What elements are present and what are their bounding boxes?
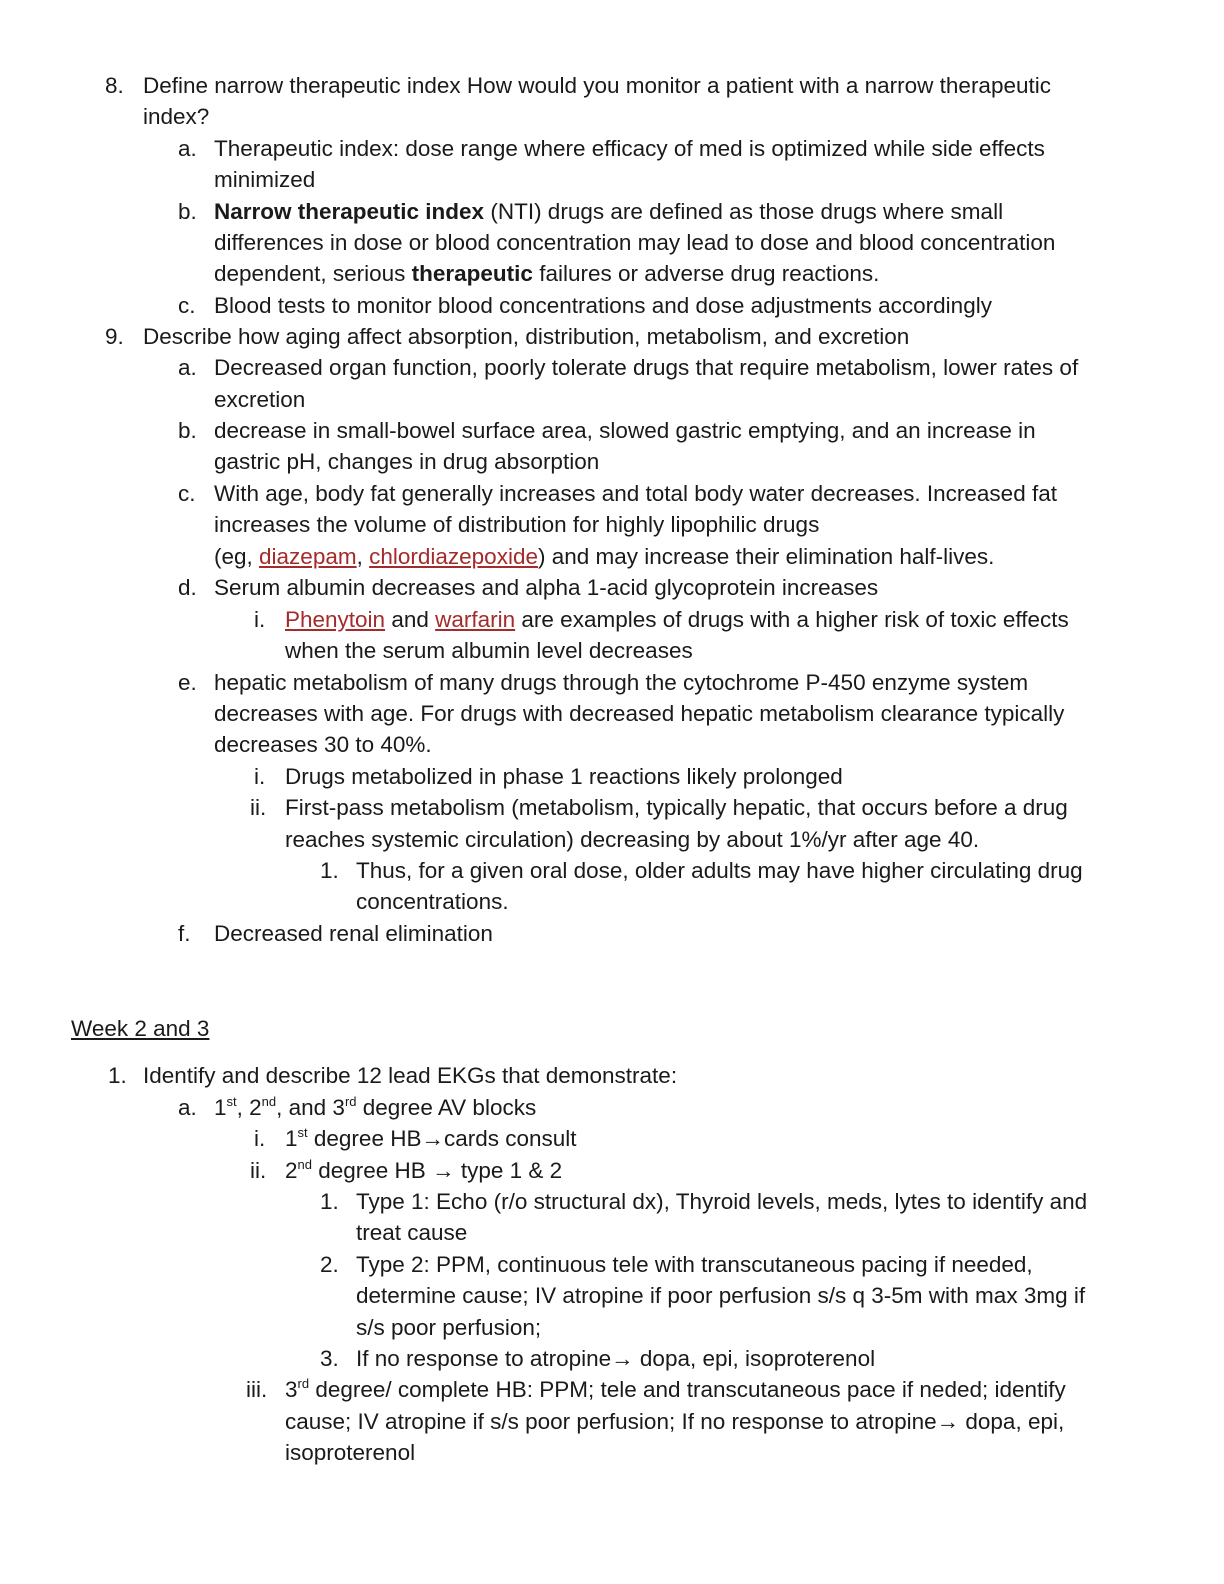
item-text-cont: dependent, serious therapeutic failures or adverse drug reactions. (214, 261, 880, 286)
item-text: Phenytoin and warfarin are examples of drugs with a higher risk of toxic effects (285, 607, 1069, 632)
item-text: 2nd degree HB → type 1 & 2 (285, 1157, 563, 1183)
list-marker: i. (254, 607, 266, 632)
list-marker: b. (178, 199, 197, 224)
list-marker: a. (178, 1095, 197, 1120)
section-heading: Week 2 and 3 (71, 1016, 210, 1041)
list-marker: b. (178, 418, 197, 443)
item-text-cont: s/s poor perfusion; (356, 1315, 542, 1340)
list-marker: c. (178, 293, 196, 318)
item-text: 1st, 2nd, and 3rd degree AV blocks (214, 1094, 537, 1120)
list-marker: 1. (108, 1063, 127, 1088)
list-marker: c. (178, 481, 196, 506)
list-marker: 8. (105, 73, 124, 98)
item-text: decrease in small-bowel surface area, slowed gastric emptying, and an increase in (214, 418, 1036, 443)
item-text: Blood tests to monitor blood concentrations and dose adjustments accordingly (214, 293, 992, 318)
arrow-right-icon: → (432, 1158, 455, 1183)
list-marker: i. (254, 764, 266, 789)
item-text-cont: decreases 30 to 40%. (214, 732, 432, 757)
item-text-cont: determine cause; IV atropine if poor perfusion s/s q 3-5m with max 3mg if (356, 1283, 1086, 1308)
link-diazepam[interactable]: diazepam (259, 544, 357, 569)
item-text: 1st degree HB→cards consult (285, 1125, 577, 1151)
list-marker: ii. (250, 795, 267, 820)
item-text: hepatic metabolism of many drugs through the cytochrome P-450 enzyme system (214, 670, 1029, 695)
item-text: First-pass metabolism (metabolism, typically hepatic, that occurs before a drug (285, 795, 1068, 820)
arrow-right-icon: → (936, 1409, 960, 1434)
item-text-cont: treat cause (356, 1220, 468, 1245)
item-text-cont: minimized (214, 167, 316, 192)
item-text-cont: reaches systemic circulation) decreasing by about 1%/yr after age 40. (285, 827, 980, 852)
list-marker: 1. (320, 1189, 339, 1214)
item-text-cont: isoproterenol (285, 1440, 416, 1465)
item-text-cont: increases the volume of distribution for highly lipophilic drugs (214, 512, 820, 537)
question-text: Define narrow therapeutic index How would you monitor a patient with a narrow therapeutic (143, 73, 1051, 98)
list-marker: 2. (320, 1252, 339, 1277)
item-text: 3rd degree/ complete HB: PPM; tele and transcutaneous pace if neded; identify (285, 1376, 1066, 1402)
item-text-cont: decreases with age. For drugs with decreased hepatic metabolism clearance typically (214, 701, 1065, 726)
arrow-right-icon: → (421, 1126, 444, 1151)
list-marker: ii. (250, 1158, 267, 1183)
item-text: Decreased renal elimination (214, 921, 493, 946)
list-marker: f. (178, 921, 191, 946)
list-marker: a. (178, 355, 197, 380)
question-text: Describe how aging affect absorption, distribution, metabolism, and excretion (143, 324, 910, 349)
question-text: Identify and describe 12 lead EKGs that demonstrate: (143, 1063, 678, 1088)
item-text: Type 1: Echo (r/o structural dx), Thyroid levels, meds, lytes to identify and (356, 1189, 1088, 1214)
bold-term: Narrow therapeutic index (214, 199, 485, 224)
link-chlordiazepoxide[interactable]: chlordiazepoxide (369, 544, 538, 569)
item-text-cont: (eg, diazepam, chlordiazepoxide) and may increase their elimination half-lives. (214, 544, 995, 569)
list-marker: 3. (320, 1346, 339, 1371)
list-marker: 1. (320, 858, 339, 883)
list-marker: e. (178, 670, 197, 695)
item-text: Decreased organ function, poorly tolerate drugs that require metabolism, lower rates of (214, 355, 1079, 380)
item-text: Serum albumin decreases and alpha 1-acid glycoprotein increases (214, 575, 879, 600)
link-phenytoin[interactable]: Phenytoin (285, 607, 386, 632)
item-text-cont: cause; IV atropine if s/s poor perfusion; If no response to atropine→ dopa, epi, (285, 1409, 1065, 1434)
list-marker: 9. (105, 324, 124, 349)
item-text-cont: when the serum albumin level decreases (285, 638, 693, 663)
question-text-cont: index? (143, 104, 210, 129)
list-marker: iii. (246, 1377, 268, 1402)
item-text: With age, body fat generally increases and total body water decreases. Increased fat (214, 481, 1057, 506)
item-text: Drugs metabolized in phase 1 reactions likely prolonged (285, 764, 843, 789)
item-text: If no response to atropine→ dopa, epi, isoproterenol (356, 1346, 876, 1371)
arrow-right-icon: → (611, 1346, 634, 1371)
bold-term: therapeutic (411, 261, 533, 286)
list-marker: i. (254, 1126, 266, 1151)
item-text-cont: gastric pH, changes in drug absorption (214, 449, 600, 474)
list-marker: d. (178, 575, 197, 600)
item-text: Therapeutic index: dose range where efficacy of med is optimized while side effects (214, 136, 1045, 161)
link-warfarin[interactable]: warfarin (435, 607, 516, 632)
item-text-cont: concentrations. (356, 889, 509, 914)
item-text-cont: excretion (214, 387, 306, 412)
item-text: Narrow therapeutic index (NTI) drugs are defined as those drugs where small (214, 199, 1004, 224)
item-text-cont: differences in dose or blood concentration may lead to dose and blood concentration (214, 230, 1056, 255)
item-text: Thus, for a given oral dose, older adults may have higher circulating drug (356, 858, 1083, 883)
list-marker: a. (178, 136, 197, 161)
item-text: Type 2: PPM, continuous tele with transcutaneous pacing if needed, (356, 1252, 1033, 1277)
